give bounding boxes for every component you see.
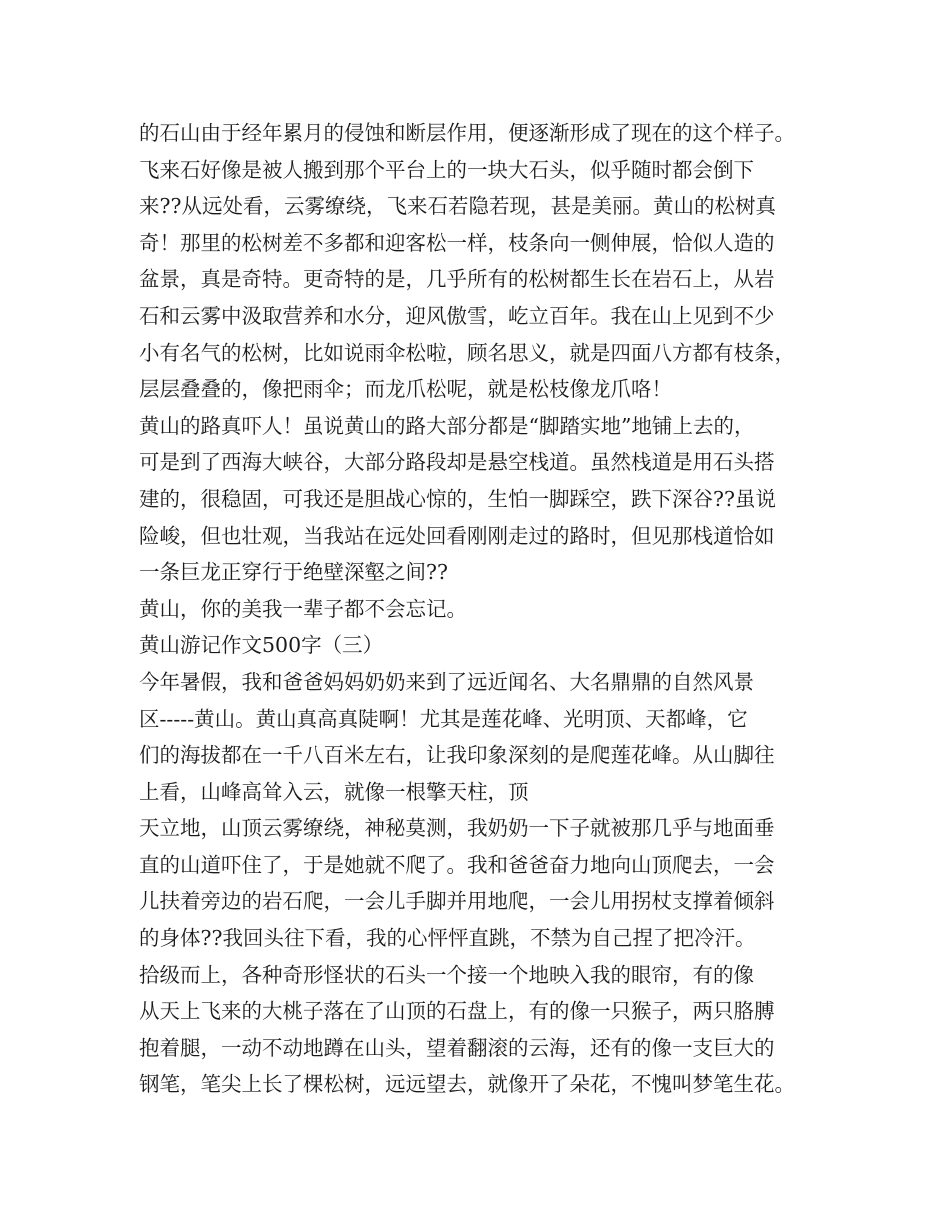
text-line: 上看，山峰高耸入云，就像一根擎天柱，顶: [139, 779, 529, 804]
text-line: 黄山的路真吓人！虽说黄山的路大部分都是“脚踏实地”地铺上去的，: [139, 413, 755, 438]
text-line: 黄山，你的美我一辈子都不会忘记。: [139, 596, 467, 621]
text-line: 钢笔，笔尖上长了棵松树，远远望去，就像开了朵花，不愧叫梦笔生花。: [139, 1072, 795, 1097]
text-line: 石和云雾中汲取营养和水分，迎风傲雪，屹立百年。我在山上见到不少: [139, 303, 775, 328]
text-line: 今年暑假，我和爸爸妈妈奶奶来到了远近闻名、大名鼎鼎的自然风景: [139, 669, 754, 694]
text-line: 建的，很稳固，可我还是胆战心惊的，生怕一脚踩空，跌下深谷??虽说: [139, 486, 776, 511]
text-line: 可是到了西海大峡谷，大部分路段却是悬空栈道。虽然栈道是用石头搭: [139, 450, 775, 475]
text-line: 的石山由于经年累月的侵蚀和断层作用，便逐渐形成了现在的这个样子。: [139, 121, 795, 145]
text-line: 从天上飞来的大桃子落在了山顶的石盘上，有的像一只猴子，两只胳膊: [139, 999, 775, 1024]
text-line: 的身体??我回头往下看，我的心怦怦直跳，不禁为自己捏了把冷汗。: [139, 926, 756, 951]
essay-text: [139, 115, 829, 1103]
text-line: 奇！那里的松树差不多都和迎客松一样，枝条向一侧伸展，恰似人造的: [139, 230, 775, 255]
text-line: 层层叠叠的，像把雨伞；而龙爪松呢，就是松枝像龙爪咯！: [139, 377, 672, 402]
text-line: 直的山道吓住了，于是她就不爬了。我和爸爸奋力地向山顶爬去，一会: [139, 852, 775, 877]
text-line: 险峻，但也壮观，当我站在远处回看刚刚走过的路时，但见那栈道恰如: [139, 523, 775, 548]
text-line: 区-----黄山。黄山真高真陡啊！尤其是莲花峰、光明顶、天都峰，它: [139, 706, 748, 731]
text-line: 天立地，山顶云雾缭绕，神秘莫测，我奶奶一下子就被那几乎与地面垂: [139, 816, 775, 841]
text-line: 抱着腿，一动不动地蹲在山头，望着翻滚的云海，还有的像一支巨大的: [139, 1035, 775, 1060]
text-line: 一条巨龙正穿行于绝壁深壑之间??: [139, 560, 448, 585]
text-line: 来??从远处看，云雾缭绕，飞来石若隐若现，甚是美丽。黄山的松树真: [139, 194, 776, 219]
text-line: 小有名气的松树，比如说雨伞松啦，顾名思义，就是四面八方都有枝条，: [139, 340, 795, 365]
text-line: 盆景，真是奇特。更奇特的是，几乎所有的松树都生长在岩石上，从岩: [139, 267, 775, 292]
text-line: 儿扶着旁边的岩石爬，一会儿手脚并用地爬，一会儿用拐杖支撑着倾斜: [139, 889, 775, 914]
section-heading: 黄山游记作文500字（三）: [139, 633, 384, 658]
text-line: 飞来石好像是被人搬到那个平台上的一块大石头，似乎随时都会倒下: [139, 157, 754, 182]
text-line: 拾级而上，各种奇形怪状的石头一个接一个地映入我的眼帘，有的像: [139, 962, 754, 987]
text-line: 们的海拔都在一千八百米左右，让我印象深刻的是爬莲花峰。从山脚往: [139, 743, 775, 768]
